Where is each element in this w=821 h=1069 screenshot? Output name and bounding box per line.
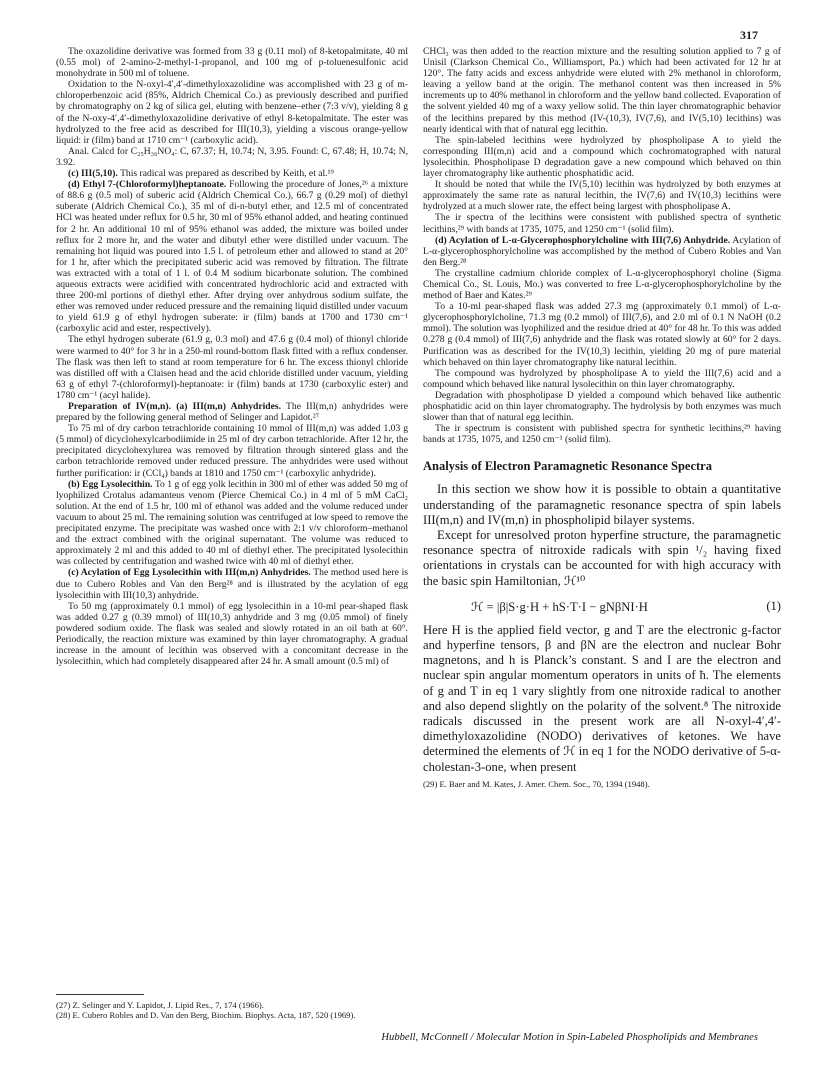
paragraph-text: The crystalline cadmium chloride complex of L-α-glycerophosphoryl choline (Sigma Chemical Co., St. Louis, Mo.) was converted to free L-α-glycerophosphorylcholine by the method of Baer and Kates.²⁹ (423, 267, 781, 302)
paragraph (56, 479, 408, 568)
paragraph-text: The ir spectrum is consistent with published spectra for synthetic lecithins,²⁹ having bands at 1735, 1075, and 1250 cm⁻¹ (solid film). (423, 423, 781, 446)
paragraph (423, 268, 781, 301)
paragraph (423, 212, 781, 234)
paragraph-text: The ethyl hydrogen suberate (61.9 g, 0.3 mol) and 47.6 g (0.4 mol) of thionyl chloride were warmed to 40° for 3 hr in a 250-ml round-bottom flask fitted with a reflux condenser. The flask was then left to stand at room temperature for 6 hr. The excess thionyl chloride was distilled off with a Claisen head and the acid chloride distilled under vacuum, yielding 63 g of ethyl 7-(chloroformyl)-heptanoate: ir (film) bands at 1730 (carboxylic ester) and 1780 cm⁻¹ (acyl halide). (56, 334, 408, 401)
paragraph (423, 423, 781, 445)
paragraph-text: The ir spectra of the lecithins were consistent with published spectra of synthetic lecithins,²⁹ with bands at 1735, 1075, and 1250 cm⁻¹ (solid film). (423, 212, 781, 235)
left-references (56, 1000, 408, 1020)
page-number: 317 (740, 28, 758, 42)
section-heading: Analysis of Electron Paramagnetic Resonance Spectra (423, 459, 712, 474)
reference-item: (27) Z. Selinger and Y. Lapidot, J. Lipid Res., 7, 174 (1966). (56, 1000, 264, 1010)
section-paragraph: Here H is the applied field vector, g and T are the electronic g-factor and hyperfine tensors, β and βN are the electron and nuclear Bohr magnetons, and h is Planck’s constant. S and I are the electron and nuclear spin angular momentum operators in units of ħ. The elements of g and T in eq 1 vary slightly from one nitroxide radical to another and also depend slightly on the polarity of the solvent.⁸ The nitroxide radicals discussed in the present work are all N-oxyl-4′,4′-dimethyloxazolidine (NODO) derivatives of ketones. We have determined the elements of ℋ in eq 1 for the NODO derivative of 5-α-cholestan-3-one, when present (423, 622, 781, 774)
equation (423, 599, 781, 615)
paragraph (56, 168, 408, 179)
paragraph-heading: (d) Ethyl 7-(Chloroformyl)heptanoate. (68, 179, 227, 191)
paragraph (56, 334, 408, 401)
paragraph (56, 601, 408, 668)
section-body (423, 482, 781, 774)
paragraph (423, 368, 781, 390)
paragraph-heading: (c) Acylation of Egg Lysolecithin with III(m,n) Anhydrides. (68, 567, 311, 579)
paragraph (56, 179, 408, 334)
paragraph-text: This radical was prepared as described by Keith, et al.¹⁹ (120, 168, 334, 180)
paragraph-heading: (d) Acylation of L-α-Glycerophosphorylcholine with III(7,6) Anhydride. (435, 234, 731, 246)
paragraph-heading: (b) Egg Lysolecithin. (68, 478, 153, 490)
paragraph (56, 146, 408, 168)
left-column (56, 46, 408, 667)
paragraph-text: CHCl₃ was then added to the reaction mixture and the resulting solution applied to 7 g of Unisil (Clarkson Chemical Co., Williamsport, Pa.) which had been activated for 12 hr at 120°. The fatty acids and excess anhydride were eluted with 2% methanol in chloroform, leaving a yellow band at the origin. The methanol content was then increased in 5% increments up to 40% methanol in chloroform and the yellow band collected. Evaporation of the solvent yielded 40 mg of a waxy yellow solid. The thin layer chromatographic behavior of the lecithins prepared by this method (IV-(10,3), IV(7,6), and IV(5,10) lecithins) was nearly identical with that of natural egg lecithin. (423, 46, 781, 135)
paragraph (56, 401, 408, 423)
paragraph-text: It should be noted that while the IV(5,10) lecithin was hydrolyzed by both enzymes at approximately the same rate as natural lecithin, the IV(7,6) and IV(10,3) lecithins were hydrolyzed at a much slower rate, the effect being largest with phospholipase A. (423, 179, 781, 213)
paragraph-text: Acylation of L-α-glycerophosphorylcholine was accomplished by the method of Cubero Robles and Van den Berg.²⁸ (423, 234, 781, 268)
equation-formula: ℋ = |β|S·g·H + hS·T·I − gNβNI·H (471, 599, 648, 614)
paragraph (56, 46, 408, 79)
paragraph-text: The spin-labeled lecithins were hydrolyzed by phospholipase A to yield the corresponding III(m,n) acid and a compound which cochromatographed with natural lysolecithin. Phospholipase D degradation gave a new compound which behaved on thin layer chromatography like authentic phosphatidic acid. (423, 134, 781, 180)
paragraph (423, 46, 781, 135)
paragraph-text: The III(m,n) anhydrides were prepared by the following general method of Selinger and Lapidot.²⁷ (56, 401, 408, 424)
paragraph-text: To 50 mg (approximately 0.1 mmol) of egg lysolecithin in a 10-ml pear-shaped flask was added 0.27 g (0.39 mmol) of III(10,3) anhydride and 3 mg (0.05 mmol) of finely powdered sodium oxide. The flask was sealed and slowly rotated in an oil bath at 60°. Periodically, the reaction mixture was examined by thin layer chromatography. A gradual increase in the amount of lecithin was observed with a concomitant decrease in the lysolecithin, which had completely disappeared after 24 hr. A small amount (0.5 ml) of (56, 600, 408, 668)
paragraph-text: Anal. Calcd for C₂₅H₃₆NO₄: C, 67.37; H, 10.74; N, 3.95. Found: C, 67.48; H, 10.74; N, 3.92. (56, 145, 408, 168)
paragraph (423, 390, 781, 423)
paragraph-text: The oxazolidine derivative was formed from 33 g (0.11 mol) of 8-ketopalmitate, 40 ml (0.55 mol) of 2-amino-2-methyl-1-propanol, and 100 mg of p-toluenesulfonic acid monohydrate in 500 ml of toluene. (56, 46, 408, 80)
paragraph (56, 79, 408, 146)
paragraph-text: To a 10-ml pear-shaped flask was added 27.3 mg (approximately 0.1 mmol) of L-α-glycerophosphorylcholine, 71.3 mg (0.2 mmol) of III(7,6), and 2.0 ml of 0.1 N NaOH (0.2 mmol). The solution was lyophilized and the residue dried at 40° for 48 hr. To this was added 0.278 g (0.4 mmol) of III(7,6) anhydride and the flask was rotated slowly at 60° for 2 days. Purification was as described for the IV(10,3) lecithin, yielding 20 mg of pure material which behaved on thin layer chromatography like natural lecithin. (423, 301, 781, 368)
paragraph-heading: Preparation of IV(m,n). (a) III(m,n) Anhydrides. (68, 401, 281, 412)
section-paragraph: In this section we show how it is possible to obtain a quantitative understanding of the paramagnetic resonance spectra of spin labels III(m,n) and IV(m,n) in phospholipid bilayer systems. (423, 482, 781, 527)
right-reference: (29) E. Baer and M. Kates, J. Amer. Chem. Soc., 70, 1394 (1948). (423, 778, 650, 789)
running-footer: Hubbell, McConnell / Molecular Motion in Spin-Labeled Phospholipids and Membranes (381, 1032, 758, 1043)
paragraph-text: Following the procedure of Jones,²⁶ a mixture of 88.6 g (0.5 mol) of suberic acid (Aldrich Chemical Co.), 66.7 g (0.29 mol) of diethyl suberate (Aldrich Chemical Co.), 35 ml of di-n-butyl ether, and 12.5 ml of concentrated HCl was heated under reflux for 0.5 hr, 30 ml of 95% ethanol added, and heating continued for 2 hr. An additional 10 ml of 95% ethanol was added, the mixture was boiled under reflux for 2 more hr, and the water and dibutyl ether were distilled under vacuum. The remaining hot liquid was poured into 1.5 l. of petroleum ether and allowed to stand at 20° for 1 hr, after which the precipitated suberic acid was removed by filtration. The filtrate was extracted with a total of 1 l. of 0.4 M sodium bicarbonate solution. The combined aqueous extracts were acidified with concentrated hydrochloric acid and extracted with three 200-ml portions of diethyl ether. After drying over anhydrous sodium sulfate, the ether was removed under reduced pressure and the remaining liquid distilled under vacuum to yield 61.9 g of ethyl hydrogen suberate: ir (film) bands at 1700 and 1730 cm⁻¹ (carboxylic acid and ester, respectively). (56, 179, 408, 335)
equation-number: (1) (766, 598, 781, 613)
paragraph (423, 179, 781, 212)
reference-item: (28) E. Cubero Robles and D. Van den Berg, Biochim. Biophys. Acta, 187, 520 (1969). (56, 1010, 356, 1021)
paragraph (423, 235, 781, 268)
paragraph-text: The compound was hydrolyzed by phospholipase A to yield the III(7,6) acid and a compound which behaved like natural lysolecithin on thin layer chromatography. (423, 367, 781, 390)
section-paragraph: Except for unresolved proton hyperfine structure, the paramagnetic resonance spectra of nitroxide radicals with spin ¹/₂ having fixed orientations in crystals can be accounted for with high accuracy with the basic spin Hamiltonian, ℋ¹⁰ (423, 527, 781, 588)
references-divider (56, 994, 144, 995)
paragraph (56, 567, 408, 600)
right-column-text (423, 46, 781, 445)
paragraph-text: Oxidation to the N-oxyl-4′,4′-dimethyloxazolidine was accomplished with 23 g of m-chloroperbenzoic acid (85%, Aldrich Chemical Co.) as previously described and purified by chromatography on 2 kg of silica gel, eluting with benzene–ether (7:3 v/v), yielding 8 g of the N-oxy-4′,4′-dimethyloxazolidine derivative of ethyl 8-ketopalmitate. The ester was hydrolyzed to the free acid as described for III(10,3), yielding a viscous orange-yellow liquid: ir (film) band at 1710 cm⁻¹ (carboxylic acid). (56, 79, 408, 146)
paragraph-heading: (c) III(5,10). (68, 168, 118, 180)
paragraph-text: To 1 g of egg yolk lecithin in 300 ml of ether was added 50 mg of lyophilized Crotalus adamanteus venom (Pierce Chemical Co.) in 4 ml of 5 mM CaCl₂ solution. At the end of 1.5 hr, 100 ml of ethanol was added and the volume reduced under vacuum to about 25 ml. The remaining solution was centrifuged at low speed to remove the precipitated enzyme. The precipitate was washed once with 2:1 v/v chloroform–methanol and the extract combined with the original supernatant. The volume was reduced to approximately 2 ml and this added to 40 ml of diethyl ether. The precipitated lysolecithin was collected by centrifugation and washed twice with 40 ml of diethyl ether. (56, 478, 408, 568)
paragraph (56, 423, 408, 478)
right-column (423, 46, 781, 789)
paragraph (423, 301, 781, 368)
paragraph (423, 135, 781, 179)
paragraph-text: Degradation with phospholipase D yielded a compound which behaved like authentic phosphatidic acid on thin layer chromatography. The hydrolysis by both enzymes was much slower than that of natural egg lecithin. (423, 389, 781, 424)
paragraph-text: The method used here is due to Cubero Robles and Van den Berg²⁸ and is illustrated by the acylation of egg lysolecithin with III(10,3) anhydride. (56, 567, 409, 601)
paragraph-text: To 75 ml of dry carbon tetrachloride containing 10 mmol of III(m,n) was added 1.03 g (5 mmol) of dicyclohexylcarbodiimide in 25 ml of dry carbon tetrachloride. After 12 hr, the precipitated dicyclohexylurea was removed by filtration through sintered glass and the carbon tetrachloride removed under reduced pressure. The anhydrides were used without further purification: ir (CCl₄) bands at 1810 and 1750 cm⁻¹ (carboxylic anhydride). (56, 423, 408, 479)
